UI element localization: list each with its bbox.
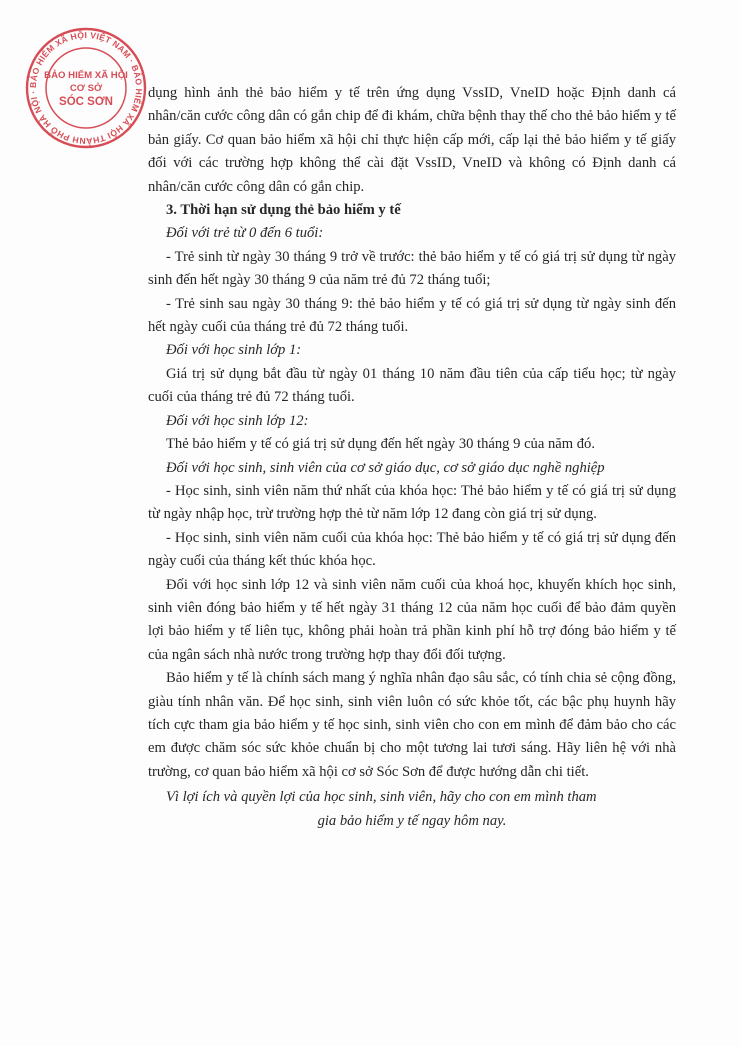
group3-text: Thẻ bảo hiểm y tế có giá trị sử dụng đến hết ngày 30 tháng 9 của năm đó. bbox=[166, 436, 595, 453]
group2-text: Giá trị sử dụng bắt đầu từ ngày 01 tháng 10 năm đầu tiên của cấp tiểu học; từ ngày cuối của tháng trẻ đủ 72 tháng tuổi. bbox=[148, 365, 676, 406]
section-heading: 3. Thời hạn sử dụng thẻ bảo hiểm y tế bbox=[166, 202, 401, 219]
policy-paragraph: Bảo hiểm y tế là chính sách mang ý nghĩa nhân đạo sâu sắc, có tính chia sẻ cộng đồng, giàu tính nhân văn. Để học sinh, sinh viên luôn có sức khỏe tốt, các bậc phụ huynh hãy tích cực tham gia bảo hiểm y tế học sinh, sinh viên cho con em mình để đảm bảo cho các em được chăm sóc sức khỏe chuẩn bị cho một tương lai tươi sáng. Hãy liên hệ với nhà trường, cơ quan bảo hiểm xã hội cơ sở Sóc Sơn để được hướng dẫn chi tiết. bbox=[148, 670, 676, 780]
official-stamp bbox=[24, 26, 148, 150]
stamp-line1: BẢO HIỂM XÃ HỘI bbox=[44, 70, 128, 81]
group4-heading: Đối với học sinh, sinh viên của cơ sở giáo dục, cơ sở giáo dục nghề nghiệp bbox=[166, 459, 605, 476]
group3-heading: Đối với học sinh lớp 12: bbox=[166, 412, 309, 429]
group4-item1: - Học sinh, sinh viên năm thứ nhất của khóa học: Thẻ bảo hiểm y tế có giá trị sử dụng từ ngày nhập học, trừ trường hợp thẻ từ năm lớp 12 đang còn giá trị sử dụng. bbox=[148, 482, 676, 523]
group2-heading: Đối với học sinh lớp 1: bbox=[166, 342, 302, 359]
group1-item2: - Trẻ sinh sau ngày 30 tháng 9: thẻ bảo hiểm y tế có giá trị sử dụng từ ngày sinh đến hết ngày cuối của tháng trẻ đủ 72 tháng tuổi. bbox=[148, 295, 676, 336]
group1-heading: Đối với trẻ từ 0 đến 6 tuổi: bbox=[166, 225, 324, 242]
closing-line2: gia bảo hiểm y tế ngay hôm nay. bbox=[317, 812, 507, 829]
stamp-outer-text: BẢO HIỂM XÃ HỘI VIỆT NAM · BẢO HIỂM XÃ HỘI THÀNH PHỐ HÀ NỘI · bbox=[27, 29, 145, 147]
intro-paragraph: dụng hình ảnh thẻ bảo hiểm y tế trên ứng dụng VssID, VneID hoặc Định danh cá nhân/căn cước công dân có gắn chip để đi khám, chữa bệnh thay thế cho thẻ bảo hiểm y tế bản giấy. Cơ quan bảo hiểm xã hội chỉ thực hiện cấp mới, cấp lại thẻ bảo hiểm y tế giấy đối với các trường hợp không thể cài đặt VssID, VneID và không có Định danh cá nhân/căn cước công dân có gắn chip. bbox=[148, 85, 676, 195]
document-body bbox=[148, 82, 676, 833]
closing-line1: Vì lợi ích và quyền lợi của học sinh, sinh viên, hãy cho con em mình tham bbox=[166, 789, 597, 806]
group4-item2: - Học sinh, sinh viên năm cuối của khóa học: Thẻ bảo hiểm y tế có giá trị sử dụng đến ngày cuối của tháng kết thúc khóa học. bbox=[148, 529, 676, 570]
group1-item1: - Trẻ sinh từ ngày 30 tháng 9 trở về trước: thẻ bảo hiểm y tế có giá trị sử dụng từ ngày sinh đến hết ngày 30 tháng 9 của năm trẻ đủ 72 tháng tuổi; bbox=[148, 248, 676, 289]
stamp-line2: CƠ SỞ bbox=[69, 83, 103, 94]
stamp-line3: SÓC SƠN bbox=[59, 96, 113, 108]
encourage-paragraph: Đối với học sinh lớp 12 và sinh viên năm cuối của khoá học, khuyến khích học sinh, sinh viên đóng bảo hiểm y tế hết ngày 31 tháng 12 của năm học cuối để bảo đảm quyền lợi bảo hiểm y tế liên tục, không phải hoàn trả phần kinh phí hỗ trợ đóng bảo hiểm y tế của ngân sách nhà nước trong trường hợp thay đổi đối tượng. bbox=[148, 576, 676, 663]
